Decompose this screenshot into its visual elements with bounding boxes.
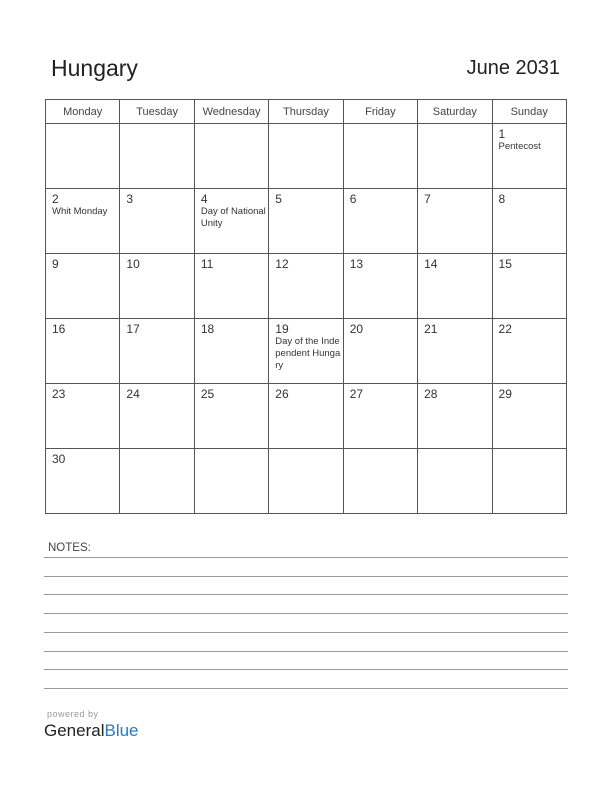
day-cell xyxy=(492,189,566,254)
day-cell xyxy=(194,384,268,449)
generalblue-logo xyxy=(44,721,139,741)
note-line xyxy=(44,613,568,614)
day-number: 25 xyxy=(200,387,215,401)
note-line xyxy=(44,594,568,595)
country-title: Hungary xyxy=(51,55,138,81)
day-number: 9 xyxy=(52,257,59,271)
logo-general-text: General xyxy=(44,721,105,740)
day-cell xyxy=(120,319,194,384)
day-number: 3 xyxy=(126,192,134,206)
day-cell xyxy=(120,189,194,254)
week-row xyxy=(46,124,567,189)
day-number: 20 xyxy=(349,322,364,336)
note-line xyxy=(44,669,568,670)
day-cell xyxy=(492,254,566,319)
day-number: 12 xyxy=(275,257,289,271)
day-cell xyxy=(46,124,120,189)
day-cell xyxy=(492,384,566,449)
weekday-header: Tuesday xyxy=(120,100,194,124)
weekday-header: Saturday xyxy=(418,100,492,124)
month-title: June 2031 xyxy=(466,57,560,79)
day-number: 1 xyxy=(498,127,506,141)
note-line xyxy=(44,576,568,577)
day-cell xyxy=(269,384,343,449)
day-cell xyxy=(418,189,492,254)
day-cell xyxy=(46,189,120,254)
day-number: 6 xyxy=(349,192,357,206)
day-cell xyxy=(343,124,417,189)
holiday-label: Pentecost xyxy=(498,141,541,152)
day-number: 19 xyxy=(275,322,289,336)
day-number: 22 xyxy=(498,322,512,336)
note-line xyxy=(44,557,568,558)
day-number: 30 xyxy=(52,452,66,466)
week-row xyxy=(46,384,567,449)
day-number: 23 xyxy=(52,387,66,401)
day-number: 2 xyxy=(52,192,59,206)
day-cell xyxy=(492,319,566,384)
powered-by-text: powered by xyxy=(47,709,99,719)
day-cell xyxy=(343,254,417,319)
day-number: 26 xyxy=(275,387,289,401)
weekday-header: Monday xyxy=(46,100,120,124)
day-cell xyxy=(194,449,268,514)
day-cell xyxy=(492,449,566,514)
day-number: 4 xyxy=(200,192,208,206)
weekday-header: Sunday xyxy=(492,100,566,124)
day-cell xyxy=(343,189,417,254)
day-number: 28 xyxy=(424,387,438,401)
day-cell xyxy=(343,449,417,514)
day-cell xyxy=(194,124,268,189)
weekday-header-row xyxy=(46,100,567,124)
day-number: 18 xyxy=(200,322,215,336)
day-cell xyxy=(343,319,417,384)
day-number: 11 xyxy=(200,257,214,271)
day-cell xyxy=(418,254,492,319)
weekday-header: Wednesday xyxy=(194,100,268,124)
day-number: 16 xyxy=(52,322,66,336)
day-cell xyxy=(269,189,343,254)
day-cell xyxy=(120,254,194,319)
day-number: 15 xyxy=(498,257,512,271)
day-cell xyxy=(194,254,268,319)
day-number: 10 xyxy=(126,257,140,271)
day-cell xyxy=(269,319,343,384)
day-number: 21 xyxy=(424,322,438,336)
day-number: 5 xyxy=(275,192,282,206)
holiday-label: Day of National Unity xyxy=(200,206,266,229)
day-cell xyxy=(46,384,120,449)
day-cell xyxy=(343,384,417,449)
week-row xyxy=(46,254,567,319)
day-number: 17 xyxy=(126,322,140,336)
day-cell xyxy=(120,124,194,189)
week-row xyxy=(46,319,567,384)
day-number: 24 xyxy=(126,387,140,401)
note-line xyxy=(44,688,568,689)
day-cell xyxy=(418,124,492,189)
day-number: 14 xyxy=(424,257,438,271)
calendar-grid xyxy=(45,99,567,514)
calendar-body xyxy=(46,124,567,514)
day-number: 13 xyxy=(349,257,364,271)
note-line xyxy=(44,632,568,633)
day-number: 29 xyxy=(498,387,512,401)
week-row xyxy=(46,189,567,254)
day-cell xyxy=(418,384,492,449)
note-line xyxy=(44,651,568,652)
weekday-header: Friday xyxy=(343,100,417,124)
day-cell xyxy=(120,449,194,514)
day-cell xyxy=(418,449,492,514)
week-row xyxy=(46,449,567,514)
day-cell xyxy=(46,254,120,319)
holiday-label: Whit Monday xyxy=(52,206,108,217)
holiday-label: Day of the Independent Hungary xyxy=(275,336,341,371)
day-cell xyxy=(46,319,120,384)
day-cell xyxy=(46,449,120,514)
weekday-header: Thursday xyxy=(269,100,343,124)
day-cell xyxy=(194,189,268,254)
day-cell xyxy=(194,319,268,384)
day-number: 7 xyxy=(424,192,431,206)
day-cell xyxy=(120,384,194,449)
day-cell xyxy=(492,124,566,189)
day-number: 8 xyxy=(498,192,506,206)
day-cell xyxy=(269,124,343,189)
day-cell xyxy=(269,449,343,514)
day-cell xyxy=(269,254,343,319)
notes-label: NOTES: xyxy=(48,542,91,554)
day-number: 27 xyxy=(349,387,364,401)
logo-blue-text: Blue xyxy=(104,721,139,740)
day-cell xyxy=(418,319,492,384)
